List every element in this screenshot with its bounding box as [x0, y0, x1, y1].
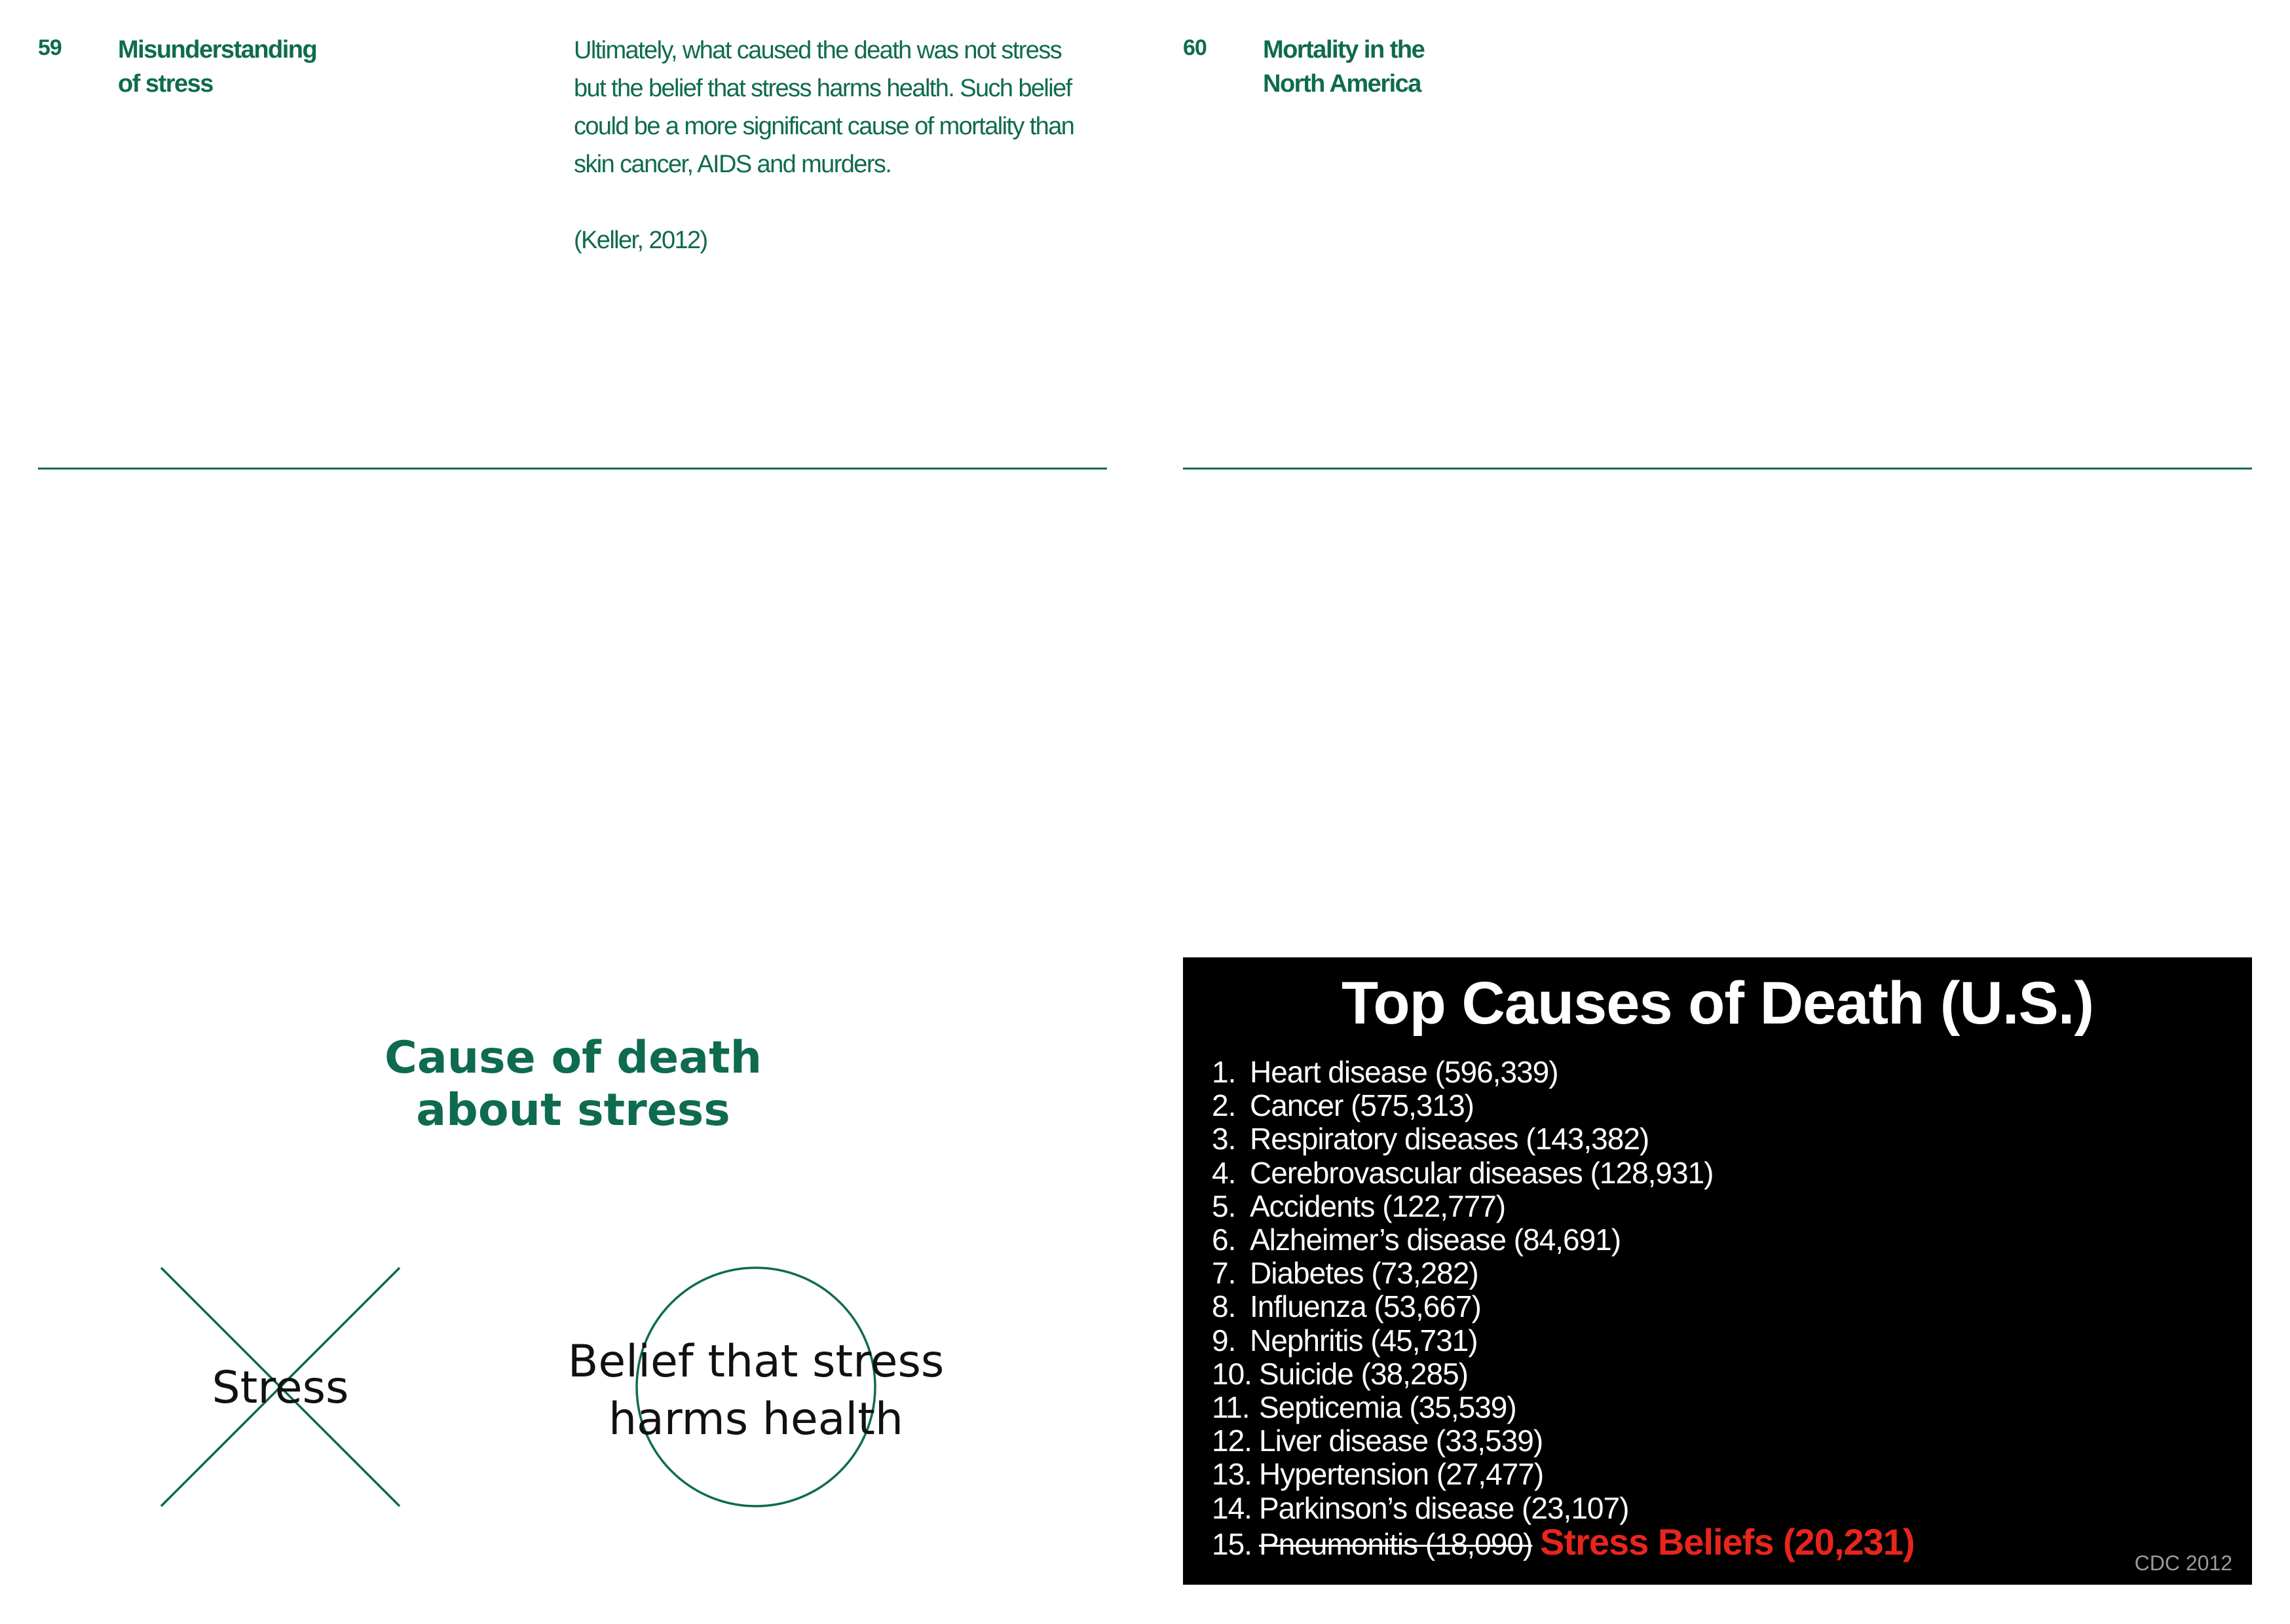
list-item: 7. Diabetes (73,282)	[1212, 1256, 1478, 1291]
circled-belief-label: Belief that stress harms health	[567, 1336, 945, 1445]
list-item: 12. Liver disease (33,539)	[1212, 1424, 1543, 1458]
list-item: 10. Suicide (38,285)	[1212, 1356, 1468, 1391]
crossed-stress-label: Stress	[212, 1362, 349, 1414]
list-item: 1. Heart disease (596,339)	[1212, 1055, 1558, 1089]
left-page-number: 59	[38, 35, 62, 60]
list-item: 5. Accidents (122,777)	[1212, 1189, 1506, 1223]
list-item-replaced: 15. Pneumonitis (18,090) Stress Beliefs (20,231)	[1212, 1521, 1915, 1562]
list-item: 4. Cerebrovascular diseases (128,931)	[1212, 1155, 1714, 1190]
right-page-number: 60	[1183, 35, 1207, 60]
left-divider	[38, 468, 1107, 470]
quote-line: but the belief that stress harms health. Such belief	[574, 75, 1072, 102]
causes-of-death-slide	[1183, 957, 2252, 1585]
right-divider	[1183, 468, 2252, 470]
quote-line: skin cancer, AIDS and murders.	[574, 151, 892, 178]
quote-line: could be a more significant cause of mortality than	[574, 113, 1074, 140]
right-page-title: Mortality in the North America	[1263, 36, 1425, 98]
left-page-title: Misunderstanding of stress	[118, 36, 317, 98]
slide-source: CDC 2012	[2134, 1551, 2232, 1575]
list-item: 13. Hypertension (27,477)	[1212, 1457, 1544, 1492]
list-item: 8. Influenza (53,667)	[1212, 1289, 1481, 1324]
list-item: 11. Septicemia (35,539)	[1212, 1390, 1516, 1425]
list-item: 6. Alzheimer’s disease (84,691)	[1212, 1223, 1621, 1257]
quote-line: Ultimately, what caused the death was not stress	[574, 37, 1062, 64]
list-item: 2. Cancer (575,313)	[1212, 1088, 1474, 1123]
slide-title: Top Causes of Death (U.S.)	[1342, 970, 2093, 1037]
list-item: 3. Respiratory diseases (143,382)	[1212, 1122, 1649, 1156]
struck-pneumonitis: Pneumonitis (18,090)	[1259, 1526, 1533, 1561]
list-item: 14. Parkinson’s disease (23,107)	[1212, 1490, 1629, 1525]
stress-beliefs-highlight: Stress Beliefs (20,231)	[1540, 1521, 1915, 1562]
quote-citation: (Keller, 2012)	[574, 227, 707, 254]
quote-paragraph	[574, 31, 1124, 183]
causes-list	[1212, 1056, 1915, 1561]
list-item: 9. Nephritis (45,731)	[1212, 1323, 1478, 1357]
diagram-heading: Cause of death about stress	[384, 1032, 762, 1136]
